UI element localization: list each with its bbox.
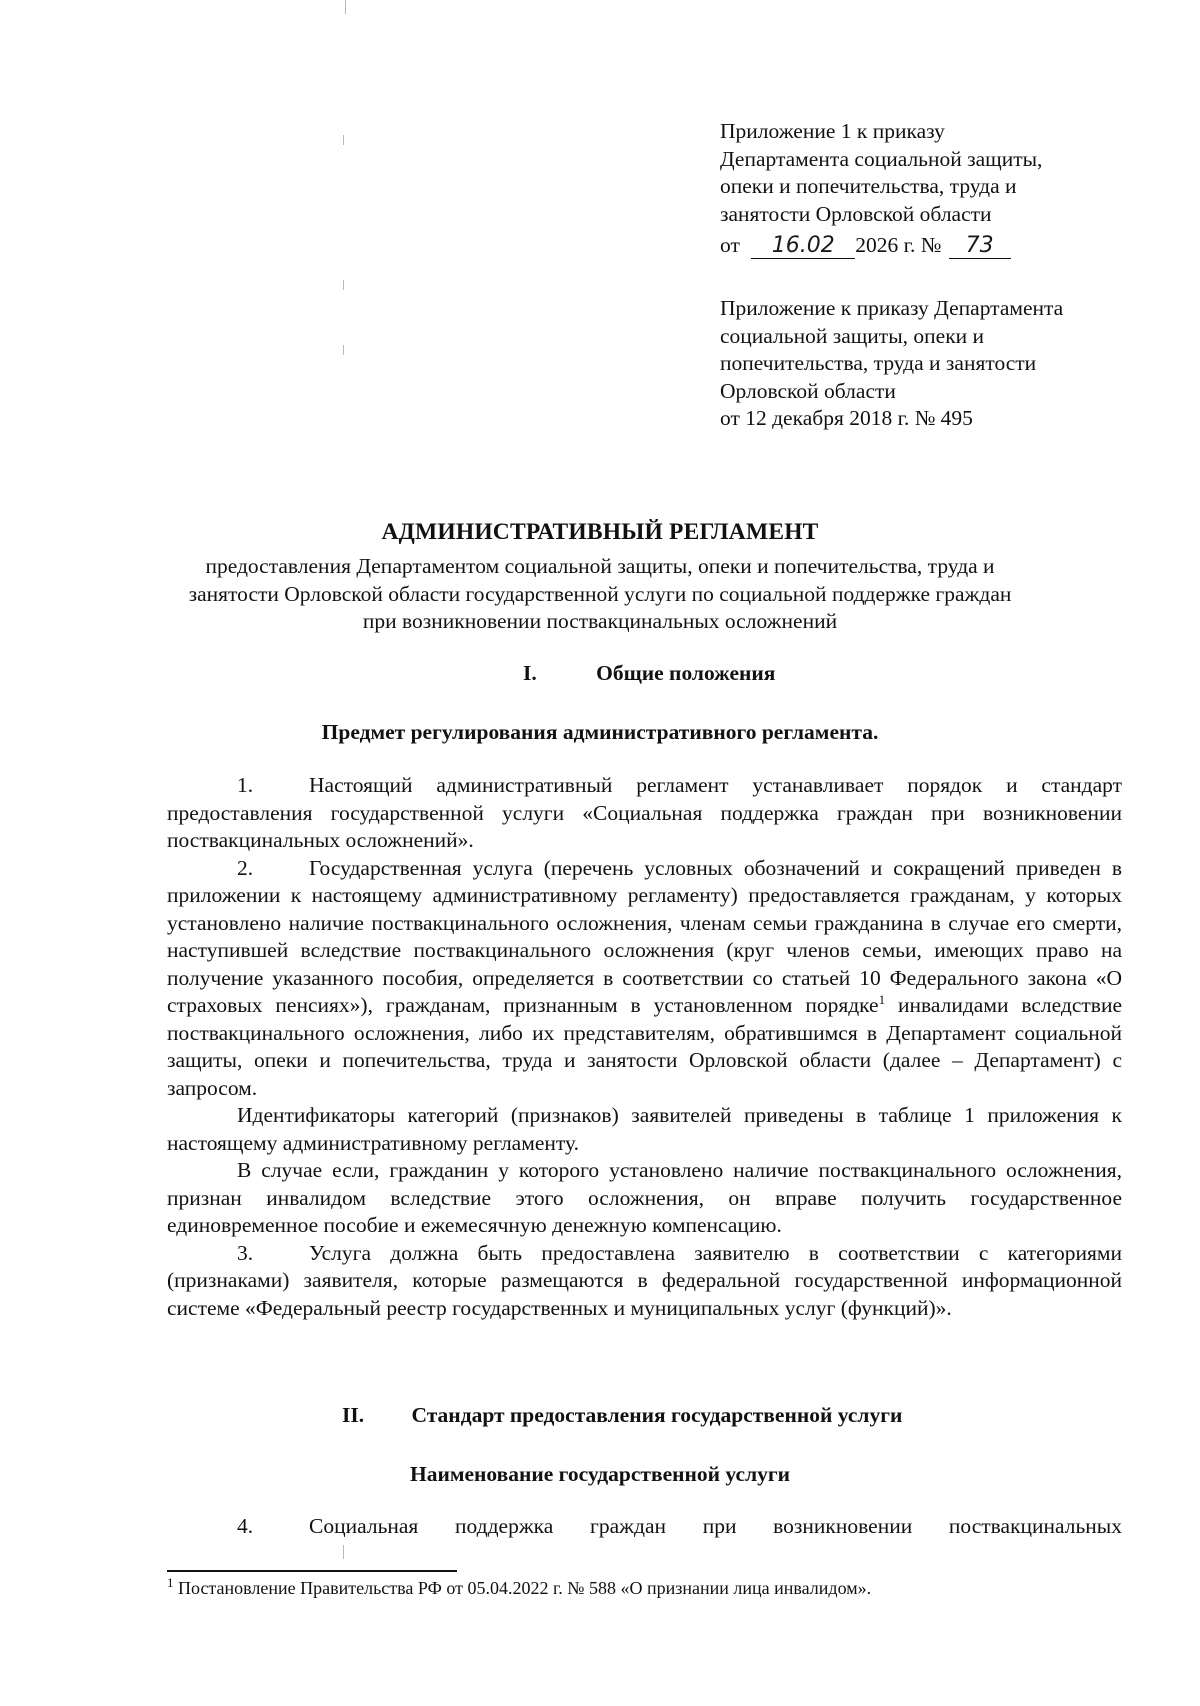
- section-2-title: Стандарт предоставления государственной услуги: [411, 1403, 903, 1427]
- document-subtitle: [0, 553, 1200, 636]
- handwritten-date: 16.02: [771, 233, 835, 258]
- year-text: 2026 г. №: [855, 233, 942, 257]
- scan-artifact-line: [343, 135, 344, 145]
- appendix-1-date-line: [720, 232, 1042, 260]
- paragraph-number: 1.: [237, 773, 254, 797]
- appendix-1-line: опеки и попечительства, труда и: [720, 174, 1017, 198]
- section-1-title: Общие положения: [596, 661, 776, 685]
- paragraph-number: 3.: [237, 1240, 254, 1265]
- number-blank: [949, 233, 1011, 259]
- subsection-2-heading: Наименование государственной услуги: [409, 1462, 791, 1486]
- date-blank: [751, 233, 855, 259]
- paragraph-1: [167, 772, 1122, 855]
- footnote-separator: [167, 1570, 457, 1572]
- section-1-numeral: I.: [523, 661, 537, 685]
- scan-artifact-line: [343, 280, 344, 290]
- document-title: АДМИНИСТРАТИВНЫЙ РЕГЛАМЕНТ: [381, 519, 819, 545]
- footnote-reference: 1: [878, 991, 886, 1007]
- scan-artifact-line: [343, 345, 344, 355]
- appendix-1-line: Приложение 1 к приказу: [720, 119, 945, 143]
- subtitle-line: занятости Орловской области государственной услуги по социальной поддержке граждан: [188, 581, 1012, 606]
- scan-artifact-line: [343, 1545, 344, 1559]
- paragraph-3: [167, 1240, 1122, 1323]
- footnote-marker: 1: [167, 1575, 174, 1590]
- body-text-block: [167, 772, 1122, 1322]
- paragraph-text: Настоящий административный регламент устанавливает порядок и стандарт предоставления государственной услуги «Социальная поддержка граждан при возникновении поствакцинальных осложнений».: [167, 773, 1122, 852]
- subsection-1-heading: Предмет регулирования административного регламента.: [321, 720, 879, 744]
- appendix-1-block: [720, 118, 1042, 260]
- date-prefix: от: [720, 233, 740, 257]
- scan-artifact-line: [345, 0, 346, 14]
- section-2-numeral: II.: [342, 1403, 365, 1427]
- appendix-2-line: попечительства, труда и занятости: [720, 351, 1037, 375]
- appendix-2-line: от 12 декабря 2018 г. № 495: [720, 406, 973, 430]
- paragraph-2: [167, 855, 1122, 1103]
- appendix-1-line: Департамента социальной защиты,: [720, 146, 1043, 171]
- paragraph-4-block: [167, 1513, 1122, 1541]
- paragraph-2-identifiers: Идентификаторы категорий (признаков) заявителей приведены в таблице 1 приложения к настоящему административному регламенту.: [167, 1103, 1122, 1155]
- subtitle-line: предоставления Департаментом социальной защиты, опеки и попечительства, труда и: [205, 554, 995, 578]
- paragraph-4: [167, 1513, 1122, 1541]
- section-2-heading: [342, 1403, 902, 1428]
- handwritten-number: 73: [965, 233, 994, 258]
- appendix-2-block: [720, 295, 1063, 433]
- paragraph-2-disability: В случае если, гражданин у которого установлено наличие поствакцинального осложнения, признан инвалидом вследствие этого осложнения, он вправе получить государственное единовременное пособие и ежемесячную денежную компенсацию.: [167, 1158, 1122, 1237]
- paragraph-text: инвалидами вследствие поствакцинального осложнения, либо их представителям, обратившимся в Департамент социальной защиты, опеки и попечительства, труда и занятости Орловской области (далее – Департамент) с запросом.: [167, 993, 1122, 1100]
- appendix-1-line: занятости Орловской области: [720, 201, 992, 226]
- paragraph-number: 2.: [237, 855, 254, 880]
- appendix-2-line: социальной защиты, опеки и: [720, 323, 985, 348]
- paragraph-number: 4.: [237, 1514, 254, 1538]
- paragraph-text: Государственная услуга (перечень условных обозначений и сокращений приведен в приложении к настоящему административному регламенту) предоставляется гражданам, у которых установлено наличие поствакцинального осложнения, членам семьи гражданина в случае его смерти, наступившей вследствие поствакцинального осложнения (круг членов семьи, имеющих право на получение указанного пособия, определяется в соответствии со статьей 10 Федерального закона «О страховых пенсиях»), гражданам, признанным в установленном порядке: [167, 855, 1122, 1017]
- footnote-text: Постановление Правительства РФ от 05.04.2022 г. № 588 «О признании лица инвалидом».: [178, 1578, 872, 1598]
- subtitle-line: при возникновении поствакцинальных осложнений: [362, 609, 838, 633]
- paragraph-text: Услуга должна быть предоставлена заявителю в соответствии с категориями (признаками) заявителя, которые размещаются в федеральной государственной информационной системе «Федеральный реестр государственных и муниципальных услуг (функций)».: [167, 1240, 1122, 1320]
- appendix-2-line: Приложение к приказу Департамента: [720, 296, 1064, 320]
- section-1-heading: [523, 661, 775, 686]
- footnote: [167, 1575, 872, 1599]
- appendix-2-line: Орловской области: [720, 378, 896, 403]
- paragraph-text: Социальная поддержка граждан при возникновении поствакцинальных: [309, 1514, 1122, 1538]
